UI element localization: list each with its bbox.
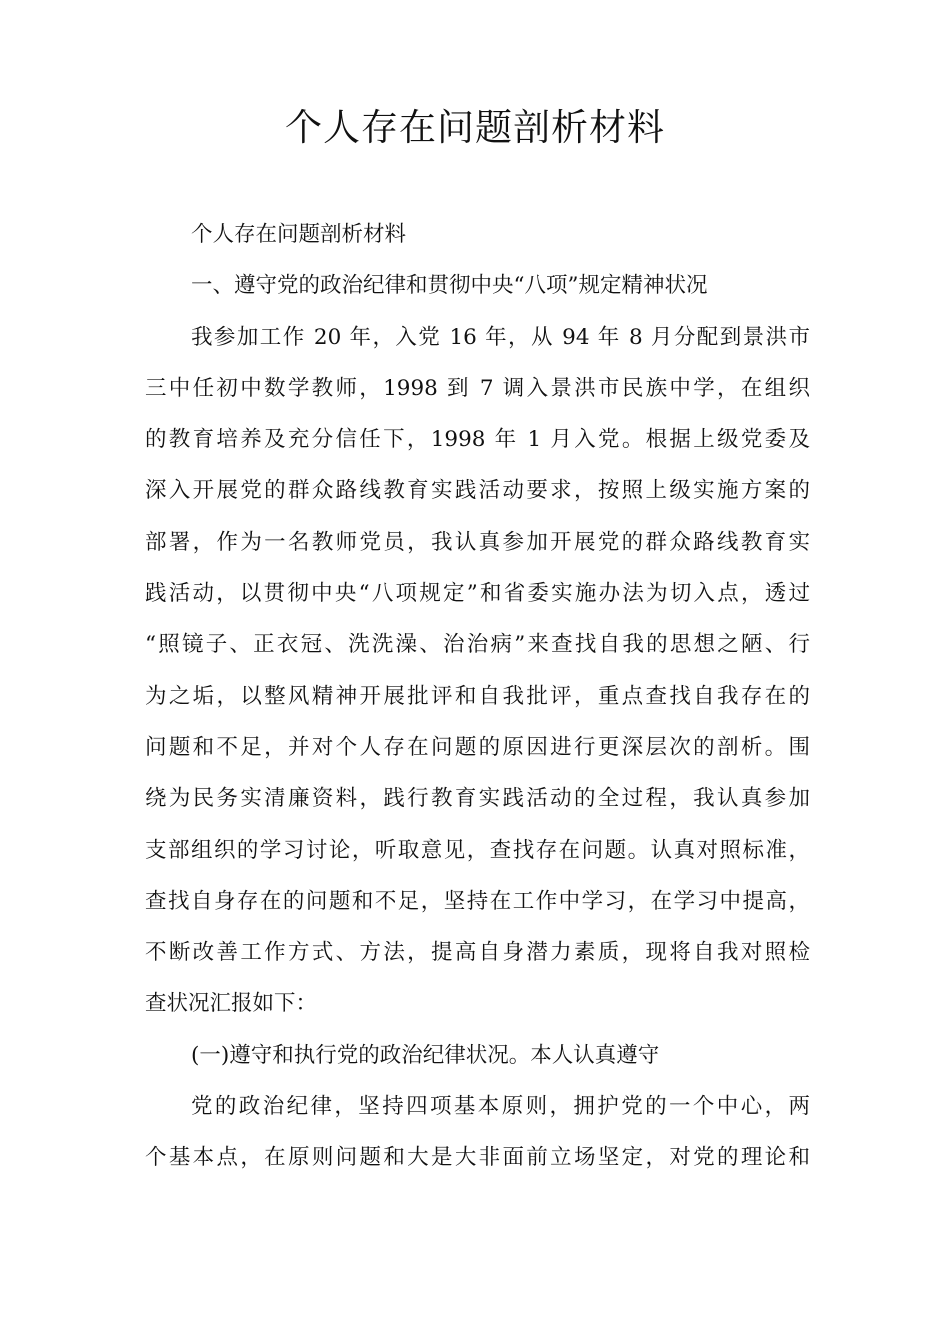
text-line: 支部组织的学习讨论，听取意见，查找存在问题。认真对照标准，	[145, 837, 810, 863]
text-line: 践活动，以贯彻中央“八项规定”和省委实施办法为切入点，透过	[145, 581, 810, 607]
text-line: (一)遵守和执行党的政治纪律状况。本人认真遵守	[191, 1042, 660, 1068]
text-line: 绕为民务实清廉资料，践行教育实践活动的全过程，我认真参加	[145, 786, 810, 812]
text-line: 个人存在问题剖析材料	[191, 222, 407, 247]
text-line: 查状况汇报如下：	[145, 991, 318, 1017]
text-line: 为之垢，以整风精神开展批评和自我批评，重点查找自我存在的	[145, 683, 810, 709]
text-line: 深入开展党的群众路线教育实践活动要求，按照上级实施方案的	[145, 478, 810, 504]
text-line: 个基本点，在原则问题和大是大非面前立场坚定，对党的理论和	[145, 1145, 810, 1171]
text-line: 党的政治纪律，坚持四项基本原则，拥护党的一个中心，两	[191, 1094, 810, 1120]
document-body	[145, 209, 810, 1184]
text-line: 查找自身存在的问题和不足，坚持在工作中学习，在学习中提高，	[145, 888, 810, 914]
text-line: 不断改善工作方式、方法，提高自身潜力素质，现将自我对照检	[145, 940, 810, 966]
document-title: 个人存在问题剖析材料	[285, 106, 665, 149]
text-line: 问题和不足，并对个人存在问题的原因进行更深层次的剖析。围	[145, 734, 810, 760]
text-line: “照镜子、正衣冠、洗洗澡、治治病”来查找自我的思想之陋、行	[145, 632, 810, 658]
text-line: 三中任初中数学教师，1998 到 7 调入景洪市民族中学，在组织	[145, 375, 810, 401]
text-line: 部署，作为一名教师党员，我认真参加开展党的群众路线教育实	[145, 529, 810, 555]
text-line: 一、遵守党的政治纪律和贯彻中央“八项”规定精神状况	[191, 273, 708, 299]
text-line: 我参加工作 20 年，入党 16 年，从 94 年 8 月分配到景洪市	[191, 324, 810, 350]
text-line: 的教育培养及充分信任下，1998 年 1 月入党。根据上级党委及	[145, 427, 810, 453]
